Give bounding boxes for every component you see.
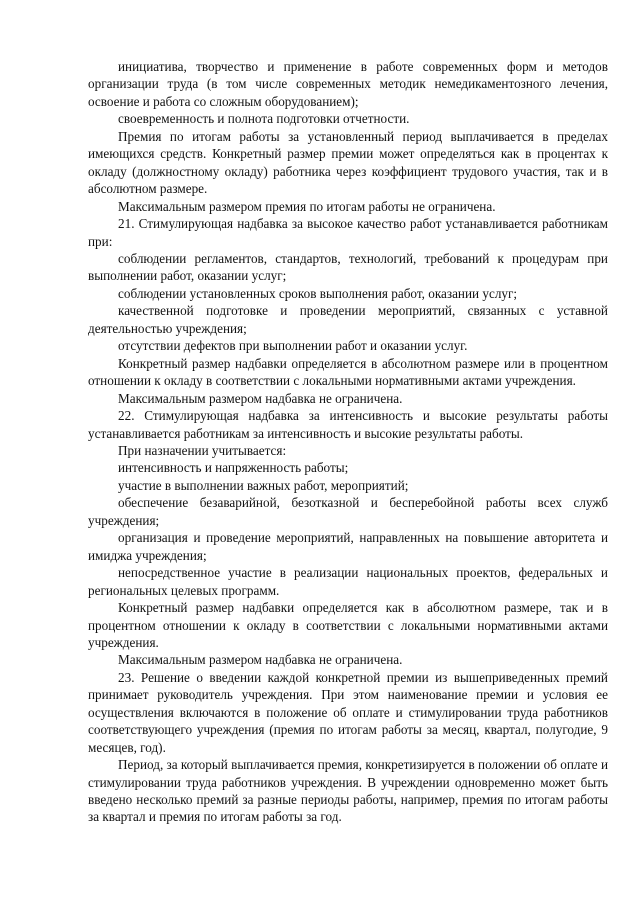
paragraph: качественной подготовке и проведении мероприятий, связанных с уставной деятельностью учреждения; <box>88 303 608 336</box>
paragraph: Максимальным размером надбавка не ограничена. <box>118 652 403 668</box>
paragraph: Премия по итогам работы за установленный период выплачивается в пределах имеющихся средств. Конкретный размер премии может определяться как в процентах к окладу (должностному окладу) работника через коэффициент трудового участия, так и в абсолютном размере. <box>88 128 608 197</box>
paragraph: своевременность и полнота подготовки отчетности. <box>118 111 410 127</box>
paragraph: Период, за который выплачивается премия, конкретизируется в положении об оплате и стимулировании труда работников учреждения. В учреждении одновременно может быть введено несколько премий за разные периоды работы, например, премия по итогам работы за квартал и премия по итогам работы за год. <box>88 757 608 825</box>
paragraph: соблюдении установленных сроков выполнения работ, оказании услуг; <box>118 285 518 301</box>
clause-22: 22. Стимулирующая надбавка за интенсивность и высокие результаты работы устанавливается работникам за интенсивность и высокие результаты работы. <box>88 408 608 441</box>
paragraph: отсутствии дефектов при выполнении работ и оказании услуг. <box>118 338 468 354</box>
paragraph: соблюдении регламентов, стандартов, технологий, требований к процедурам при выполнении работ, оказании услуг; <box>88 250 608 284</box>
document-page <box>88 58 608 826</box>
paragraph: При назначении учитывается: <box>118 442 287 458</box>
clause-21: 21. Стимулирующая надбавка за высокое качество работ устанавливается работникам при: <box>88 216 608 249</box>
paragraph: обеспечение безаварийной, безотказной и бесперебойной работы всех служб учреждения; <box>88 495 608 528</box>
clause-23: 23. Решение о введении каждой конкретной премии из вышеприведенных премий принимает руководитель учреждения. При этом наименование премии и условия ее осуществления включаются в положение об оплате и стимулировании труда работников соответствующего учреждения (премия по итогам работы за месяц, квартал, полугодие, 9 месяцев, год). <box>88 669 608 755</box>
paragraph: Конкретный размер надбавки определяется в абсолютном размере или в процентном отношении к окладу в соответствии с локальными нормативными актами учреждения. <box>88 355 608 389</box>
paragraph: организация и проведение мероприятий, направленных на повышение авторитета и имиджа учреждения; <box>88 530 608 563</box>
paragraph: интенсивность и напряженность работы; <box>118 460 349 476</box>
paragraph: непосредственное участие в реализации национальных проектов, федеральных и региональных целевых программ. <box>88 565 608 598</box>
paragraph: Максимальным размером надбавка не ограничена. <box>118 390 403 406</box>
paragraph: инициатива, творчество и применение в работе современных форм и методов организации труда (в том числе современных методик немедикаментозного лечения, освоение и работа со сложным оборудованием); <box>88 59 608 109</box>
paragraph: Максимальным размером премия по итогам работы не ограничена. <box>118 198 496 214</box>
paragraph: участие в выполнении важных работ, мероприятий; <box>118 477 409 493</box>
paragraph: Конкретный размер надбавки определяется как в абсолютном размере, так и в процентном отношении к окладу в соответствии с локальными нормативными актами учреждения. <box>88 600 608 650</box>
